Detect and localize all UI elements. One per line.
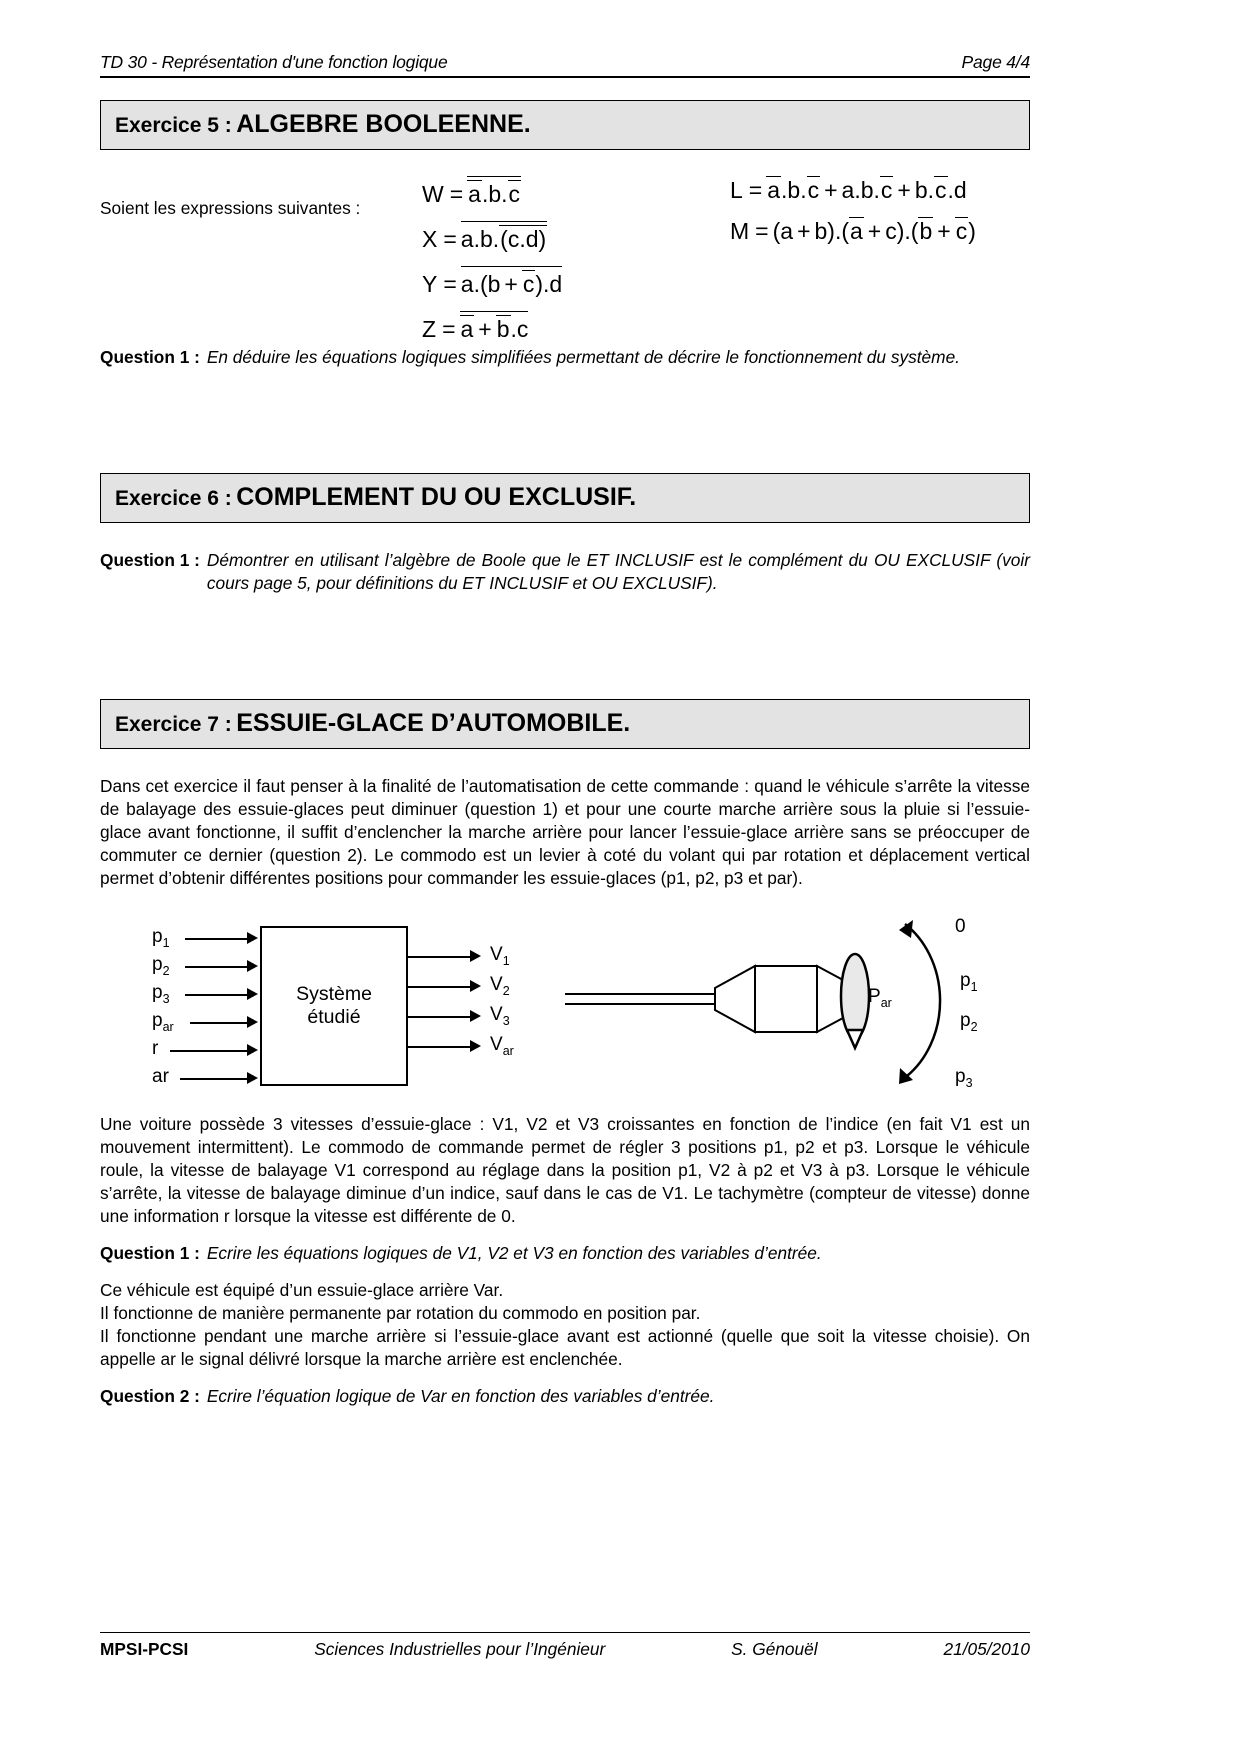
page-number: Page 4/4 [961,52,1030,72]
commodo-label-p3: $p_3$ [955,1066,973,1090]
spacer [100,651,1030,677]
exercise-5-label: Exercice 5 : [115,114,232,137]
question-text: En déduire les équations logiques simplifiées permettant de décrire le fonctionnement du système. [206,347,960,367]
spacer [100,1228,1030,1242]
exercise-7-body-2: Une voiture possède 3 vitesses d’essuie-glace : V1, V2 et V3 croissantes en fonction de l’indice (en fait V1 est un mouvement intermittent). Le commodo de commande permet de régler 3 positions p1, p2 et p3. Lorsque le véhicule roule, la vitesse de balayage V1 correspond au réglage dans la position p1, V2 à p2 et V3 à p3. Lorsque le véhicule s’arrête, la vitesse de balayage diminue d’un indice, sauf dans le cas de V1. Le tachymètre (compteur de vitesse) donne une information r lorsque la vitesse est différente de 0. [100,1114,1030,1226]
equation-m: M = (a + b).(a + c).(b + c) [730,218,976,244]
question-text: Démontrer en utilisant l’algèbre de Boole que le ET INCLUSIF est le complément du OU EXCLUSIF (voir cours page 5, pour définitions du ET INCLUSIF et OU EXCLUSIF). [206,550,1030,593]
spacer [100,369,1030,425]
input-wire-r [170,1050,247,1052]
spacer [100,1371,1030,1385]
question-text: Ecrire les équations logiques de V1, V2 et V3 en fonction des variables d’entrée. [206,1243,822,1263]
equation-l: L = a.b.c + a.b.c + b.c.d [730,177,967,203]
equation-z: Z = a + b.c [422,311,562,341]
input-label-p3: $p_3$ [152,982,170,1006]
output-wire-v2 [408,986,470,988]
input-arrow-r [247,1044,258,1056]
exercise-6-question-1 [100,549,1030,595]
exercise-6-label: Exercice 6 : [115,487,232,510]
equation-y: Y = a.(b + c).d [422,266,562,296]
commodo-label-0: 0 [955,916,966,937]
output-label-v3: $V_3$ [490,1004,510,1028]
input-arrow-p1 [247,932,258,944]
page-footer [100,1632,1030,1660]
exercise-6-title: COMPLEMENT DU OU EXCLUSIF. [236,483,637,511]
exercise-7-question-2 [100,1385,1030,1408]
input-label-par: $p_{ar}$ [152,1010,174,1034]
input-wire-p3 [185,994,247,996]
system-box-line-2: étudié [307,1006,361,1028]
exercise-5-question-1 [100,346,1030,369]
question-label: Question 2 : [100,1386,200,1406]
spacer [100,1265,1030,1279]
input-wire-ar [180,1078,247,1080]
exercise-7-title: ESSUIE-GLACE D’AUTOMOBILE. [236,709,631,737]
footer-date: 21/05/2010 [943,1639,1030,1659]
exercise-7-body-3-line-2: Il fonctionne de manière permanente par rotation du commodo en position par. [100,1303,701,1323]
spacer [100,595,1030,651]
system-block-diagram [100,908,1030,1113]
spacer [100,749,1030,775]
input-arrow-p3 [247,988,258,1000]
input-arrow-par [247,1016,258,1028]
exercise-6-banner [100,473,1030,523]
input-label-p2: $p_2$ [152,954,170,978]
spacer [100,425,1030,451]
input-label-r: r [152,1038,159,1059]
output-label-v2: $V_2$ [490,974,510,998]
exercise-7-banner [100,699,1030,749]
expressions-column-left [422,176,562,356]
output-wire-v1 [408,956,470,958]
input-label-ar: ar [152,1066,169,1087]
question-text: Ecrire l’équation logique de Var en fonction des variables d’entrée. [206,1386,715,1406]
exercise-7-label: Exercice 7 : [115,713,232,736]
spacer [100,523,1030,549]
exercise-7-body-3-line-1: Ce véhicule est équipé d’un essuie-glace arrière Var. [100,1280,504,1300]
footer-course: MPSI-PCSI [100,1639,189,1659]
input-label-p1: $p_1$ [152,926,170,950]
question-label: Question 1 : [100,1243,200,1263]
input-wire-par [190,1022,247,1024]
exercise-7-question-1 [100,1242,1030,1265]
equation-w: W = a.b.c [422,176,562,206]
footer-subject: Sciences Industrielles pour l’Ingénieur [314,1639,606,1659]
commodo-label-p1: $p_1$ [960,970,978,994]
input-wire-p2 [185,966,247,968]
expressions-column-right [730,176,976,258]
question-label: Question 1 : [100,550,200,570]
header-title: TD 30 - Représentation d'une fonction logique [100,52,448,72]
input-arrow-ar [247,1072,258,1084]
input-arrow-p2 [247,960,258,972]
system-box [260,926,408,1086]
commodo-drawing [555,908,1025,1113]
output-wire-v3 [408,1016,470,1018]
exercise-7-intro: Dans cet exercice il faut penser à la finalité de l’automatisation de cette commande : quand le véhicule s’arrête la vitesse de balayage des essuie-glaces peut diminuer (question 1) et pour une courte marche arrière sous la pluie si l’essuie-glace avant fonctionne, il suffit d’enclencher la marche arrière pour lancer l’essuie-glace arrière sans se préoccuper de commuter ce dernier (question 2). Le commodo est un levier à coté du volant qui par rotation et déplacement vertical permet d’obtenir différentes positions pour commander les essuie-glaces (p1, p2, p3 et par). [100,776,1030,888]
boolean-expressions [100,176,1030,346]
exercise-7-body-3-line-3: Il fonctionne pendant une marche arrière si l’essuie-glace avant est actionné (quelle que soit la vitesse choisie). On appelle ar le signal délivré lorsque la marche arrière est enclenchée. [100,1326,1030,1369]
output-arrow-v2 [470,980,481,992]
output-label-var: $V_{ar}$ [490,1034,514,1058]
output-wire-var [408,1046,470,1048]
output-arrow-v1 [470,950,481,962]
footer-author: S. Génouël [731,1639,818,1659]
page-content [100,52,1030,1408]
equation-x: X = a.b.(c.d) [422,221,562,251]
output-arrow-v3 [470,1010,481,1022]
output-arrow-var [470,1040,481,1052]
commodo-label-rotation: $P_{ar}$ [868,986,892,1010]
question-label: Question 1 : [100,347,200,367]
expressions-intro: Soient les expressions suivantes : [100,198,361,218]
exercise-5-banner [100,100,1030,150]
commodo-label-p2: $p_2$ [960,1010,978,1034]
exercise-5-title: ALGEBRE BOOLEENNE. [236,110,531,138]
input-wire-p1 [185,938,247,940]
output-label-v1: $V_1$ [490,944,510,968]
page-header [100,52,1030,78]
system-box-line-1: Système [296,982,372,1005]
